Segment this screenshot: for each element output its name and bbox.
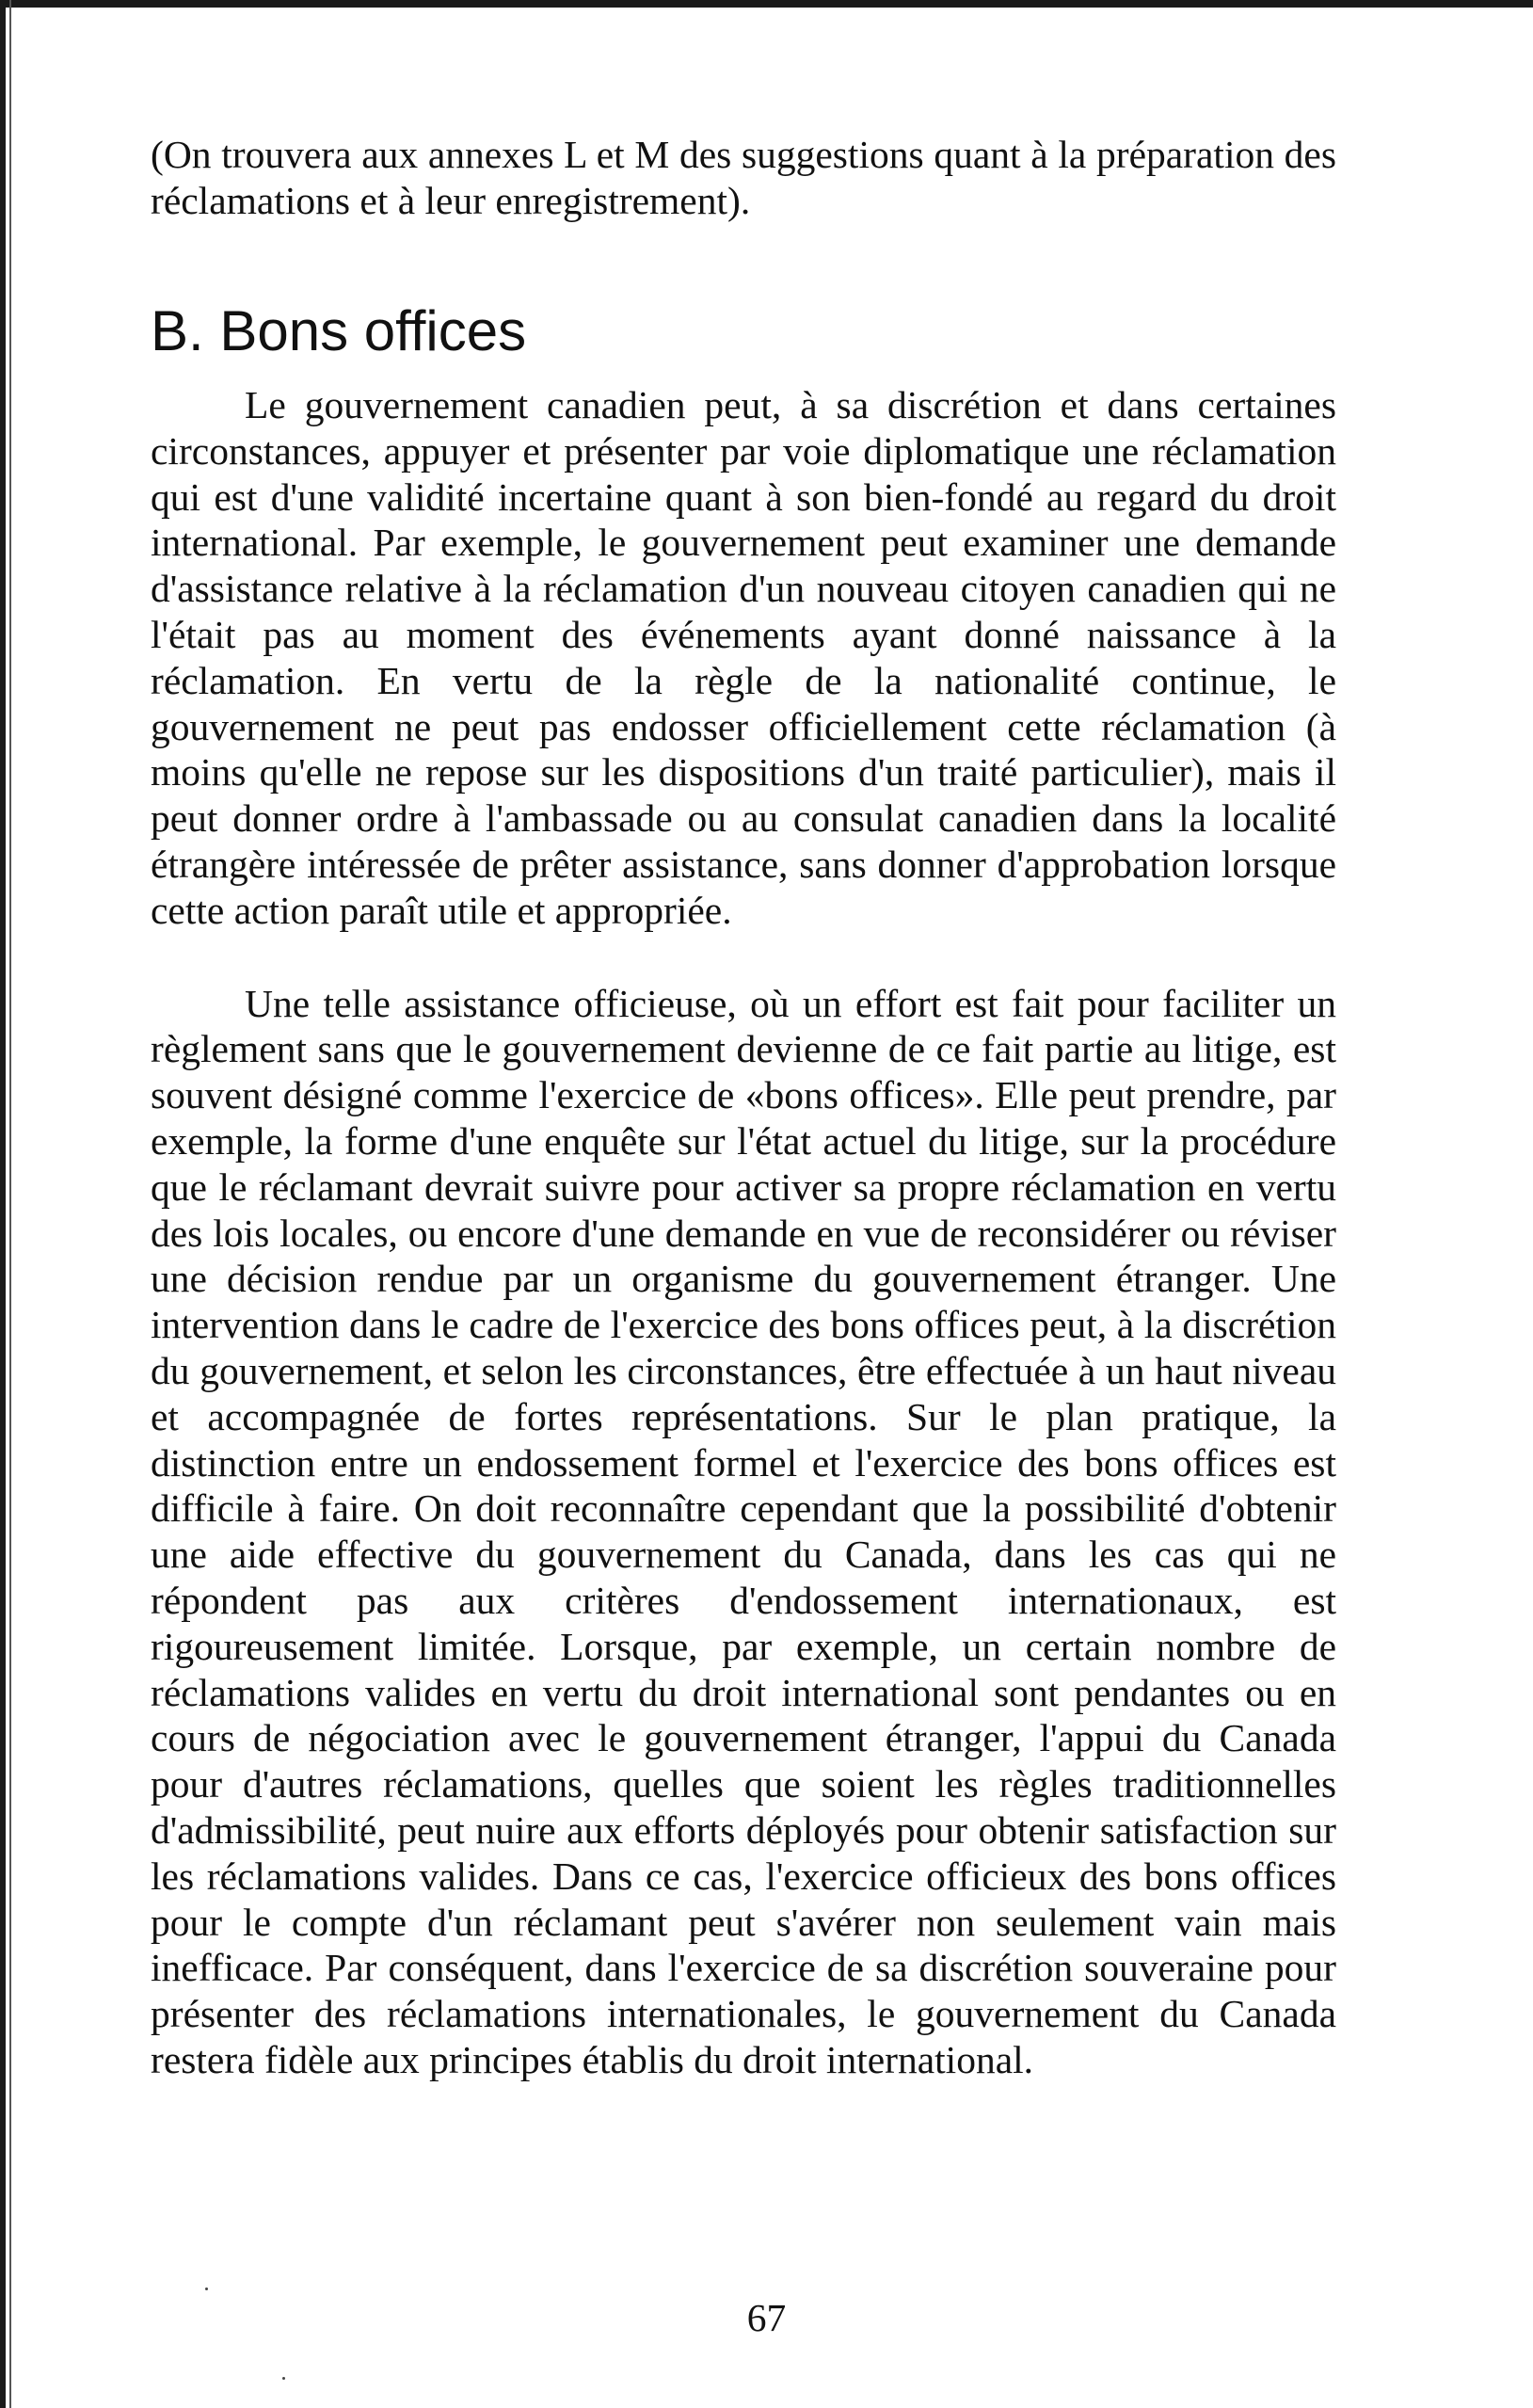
left-border-inner <box>9 0 11 2408</box>
paragraph-1: Le gouvernement canadien peut, à sa discrétion et dans certaines circonstances, appuyer et présenter par voie diplomatique une réclamation qui est d'une validité incertaine quant à son bien-fondé au regard du droit international. Par exemple, le gouvernement peut examiner une demande d'assistance relative à la réclamation d'un nouveau citoyen canadien qui ne l'était pas au moment des événements ayant donné naissance à la réclamation. En vertu de la règle de la nationalité continue, le gouvernement ne peut pas endosser officiellement cette réclamation (à moins qu'elle ne repose sur les dispositions d'un traité particulier), mais il peut donner ordre à l'ambassade ou au consulat canadien dans la localité étrangère intéressée de prêter assistance, sans donner d'approbation lorsque cette action paraît utile et appropriée. <box>151 383 1336 932</box>
page-body <box>151 132 1336 2083</box>
scan-speck <box>282 2377 285 2380</box>
scan-speck <box>205 2288 208 2290</box>
left-border <box>0 0 6 2408</box>
section-heading: B. Bons offices <box>151 299 527 362</box>
paragraph-2: Une telle assistance officieuse, où un effort est fait pour faciliter un règlement sans que le gouvernement devienne de ce fait partie au litige, est souvent désigné comme l'exercice de «bons offices». Elle peut prendre, par exemple, la forme d'une enquête sur l'état actuel du litige, sur la procédure que le réclamant devrait suivre pour activer sa propre réclamation en vertu des lois locales, ou encore d'une demande en vue de reconsidérer ou réviser une décision rendue par un organisme du gouvernement étranger. Une intervention dans le cadre de l'exercice des bons offices peut, à la discrétion du gouvernement, et selon les circonstances, être effectuée à un haut niveau et accompagnée de fortes représentations. Sur le plan pratique, la distinction entre un endossement formel et l'exercice des bons offices est difficile à faire. On doit reconnaître cependant que la possibilité d'obtenir une aide effective du gouvernement du Canada, dans les cas qui ne répondent pas aux critères d'endossement internationaux, est rigoureusement limitée. Lorsque, par exemple, un certain nombre de réclamations valides en vertu du droit international sont pendantes ou en cours de négociation avec le gouvernement étranger, l'appui du Canada pour d'autres réclamations, quelles que soient les règles traditionnelles d'admissibilité, peut nuire aux efforts déployés pour obtenir satisfaction sur les réclamations valides. Dans ce cas, l'exercice officieux des bons offices pour le compte d'un réclamant peut s'avérer non seulement vain mais inefficace. Par conséquent, dans l'exercice de sa discrétion souveraine pour présenter des réclamations internationales, le gouvernement du Canada restera fidèle aux principes établis du droit international. <box>151 981 1336 2081</box>
intro-note: (On trouvera aux annexes L et M des suggestions quant à la préparation des réclamations et à leur enregistrement). <box>151 133 1336 222</box>
top-border <box>0 0 1533 8</box>
page-number: 67 <box>746 2296 787 2339</box>
